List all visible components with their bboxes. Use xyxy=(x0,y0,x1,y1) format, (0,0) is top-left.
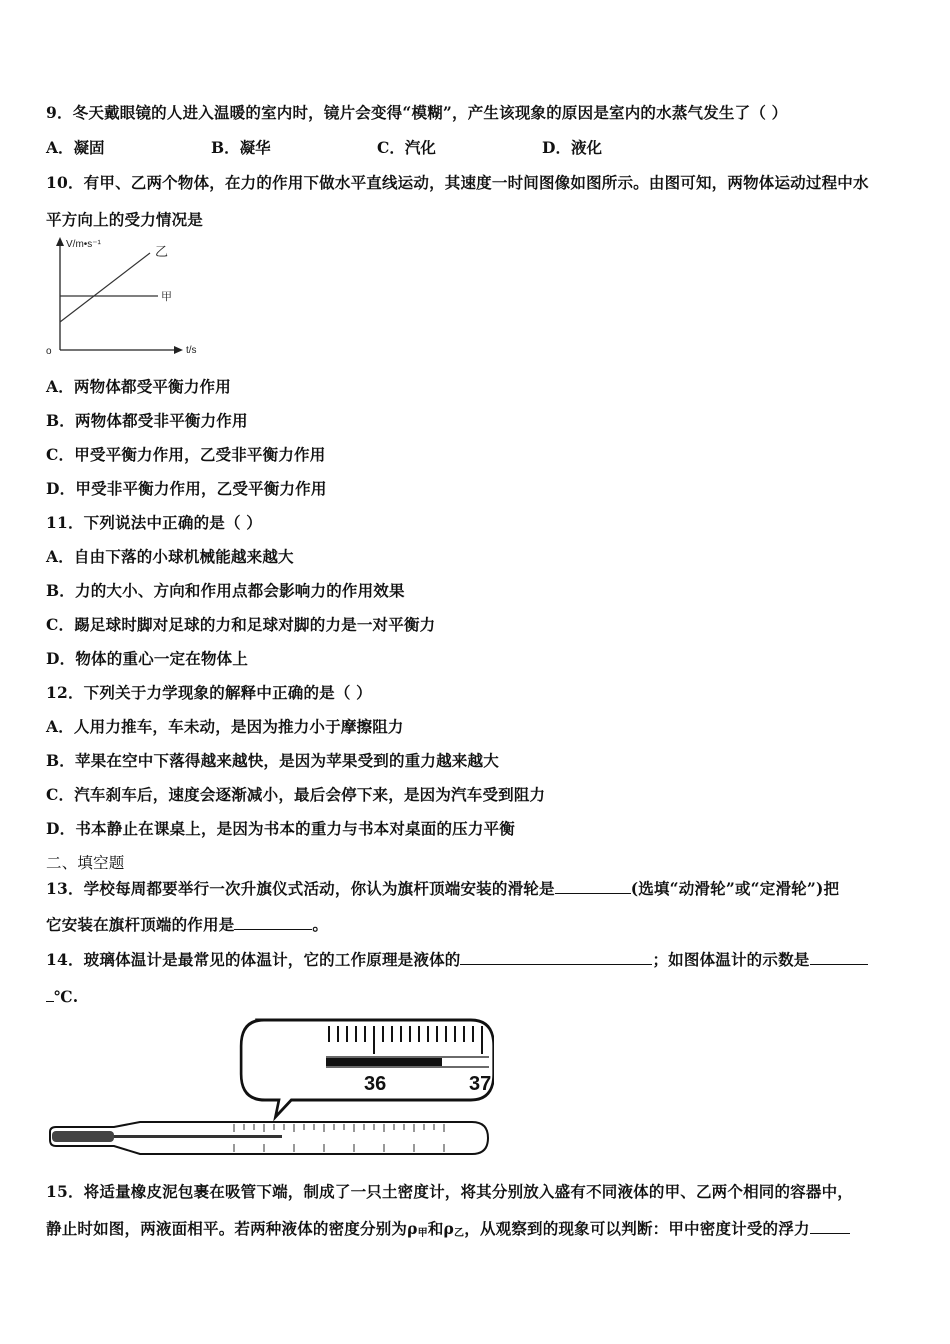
graph-x-axis-arrow xyxy=(174,346,183,354)
graph-y-axis-arrow xyxy=(56,237,64,246)
q14-blank-2b xyxy=(46,986,54,1002)
graph-xlabel: t/s xyxy=(186,345,197,356)
q9-option-c: C．汽化 xyxy=(377,138,436,157)
q9-option-a: A．凝固 xyxy=(46,138,105,157)
q15-rho-jia: ρ xyxy=(407,1219,418,1238)
q13-line1 xyxy=(46,877,839,899)
q10-option-b: B．两物体都受非平衡力作用 xyxy=(46,411,248,430)
q9-option-b: B．凝华 xyxy=(211,138,271,157)
q15-line1: 15．将适量橡皮泥包裹在吸管下端，制成了一只土密度计，将其分别放入盛有不同液体的甲、乙两个相同的容器中， xyxy=(46,1182,853,1201)
q15-line2 xyxy=(46,1217,850,1239)
q12-option-c: C．汽车刹车后，速度会逐渐减小，最后会停下来，是因为汽车受到阻力 xyxy=(46,785,546,804)
q13-blank-2 xyxy=(234,914,312,930)
q11-option-b: B．力的大小、方向和作用点都会影响力的作用效果 xyxy=(46,581,405,600)
q9-stem: 9．冬天戴眼镜的人进入温暖的室内时，镜片会变得“模糊”，产生该现象的原因是室内的水蒸气发生了（ ） xyxy=(46,103,788,122)
q15-rho-jia-subscript: 甲 xyxy=(417,1228,428,1239)
q15-blank-1 xyxy=(810,1218,850,1234)
q14-blank-2a xyxy=(810,949,868,965)
magnified-mercury-column xyxy=(326,1058,442,1066)
q15-line2-text-b: ，从观察到的现象可以判断：甲中密度计受的浮力 xyxy=(464,1219,810,1238)
q13-line1-text-a: 13．学校每周都要举行一次升旗仪式活动，你认为旗杆顶端安装的滑轮是 xyxy=(46,879,555,898)
q13-line2-text-a: 它安装在旗杆顶端的作用是 xyxy=(46,915,235,934)
q10-stem-line2: 平方向上的受力情况是 xyxy=(46,210,204,229)
q10-option-d: D．甲受非平衡力作用，乙受平衡力作用 xyxy=(46,479,327,498)
q14-line2-text: ℃. xyxy=(54,987,79,1006)
q14-line1-text-b: ；如图体温计的示数是 xyxy=(652,950,810,969)
q12-option-d: D．书本静止在课桌上，是因为书本的重力与书本对桌面的压力平衡 xyxy=(46,819,515,838)
q11-stem: 11．下列说法中正确的是（ ） xyxy=(46,513,262,532)
q15-rho-yi: ρ xyxy=(443,1219,455,1238)
thermometer-figure xyxy=(44,1014,494,1160)
q10-stem-line1: 10．有甲、乙两个物体，在力的作用下做水平直线运动，其速度一时间图像如图所示。由图可知，两物体运动过程中水 xyxy=(46,173,869,192)
q14-line2 xyxy=(46,986,78,1006)
thermometer-mercury xyxy=(114,1135,282,1138)
q14-blank-1 xyxy=(460,949,652,965)
graph-label-jia: 甲 xyxy=(161,291,172,303)
q12-option-a: A．人用力推车，车未动，是因为推力小于摩擦阻力 xyxy=(46,717,404,736)
q10-option-a: A．两物体都受平衡力作用 xyxy=(46,377,231,396)
q11-option-d: D．物体的重心一定在物体上 xyxy=(46,649,249,668)
q13-line1-text-b: (选填“动滑轮”或“定滑轮”)把 xyxy=(630,879,840,898)
q12-stem: 12．下列关于力学现象的解释中正确的是（ ） xyxy=(46,683,372,702)
q13-line2 xyxy=(46,913,328,935)
scale-label-36: 36 xyxy=(364,1073,387,1095)
q15-and: 和 xyxy=(427,1219,444,1238)
graph-label-yi: 乙 xyxy=(155,244,169,259)
graph-ylabel: V/m•s⁻¹ xyxy=(66,239,101,250)
graph-origin: o xyxy=(46,346,52,357)
scale-label-37: 37 xyxy=(469,1073,492,1095)
q9-option-d: D．液化 xyxy=(542,138,602,157)
q15-rho-yi-subscript: 乙 xyxy=(454,1228,465,1239)
q14-line1-text-a: 14．玻璃体温计是最常见的体温计，它的工作原理是液体的 xyxy=(46,950,461,969)
graph-line-yi xyxy=(60,253,150,322)
section-heading-fill-in: 二、填空题 xyxy=(46,854,125,872)
q13-blank-1 xyxy=(555,878,631,894)
thermometer-bulb xyxy=(52,1131,114,1142)
velocity-time-graph xyxy=(40,234,220,362)
q15-line2-text-a: 静止时如图，两液面相平。若两种液体的密度分别为 xyxy=(46,1219,408,1238)
q13-line2-text-b: 。 xyxy=(312,915,329,934)
q11-option-c: C．踢足球时脚对足球的力和足球对脚的力是一对平衡力 xyxy=(46,615,436,634)
q12-option-b: B．苹果在空中下落得越来越快，是因为苹果受到的重力越来越大 xyxy=(46,751,499,770)
q11-option-a: A．自由下落的小球机械能越来越大 xyxy=(46,547,294,566)
q14-line1 xyxy=(46,948,868,970)
q10-option-c: C．甲受平衡力作用，乙受非平衡力作用 xyxy=(46,445,326,464)
